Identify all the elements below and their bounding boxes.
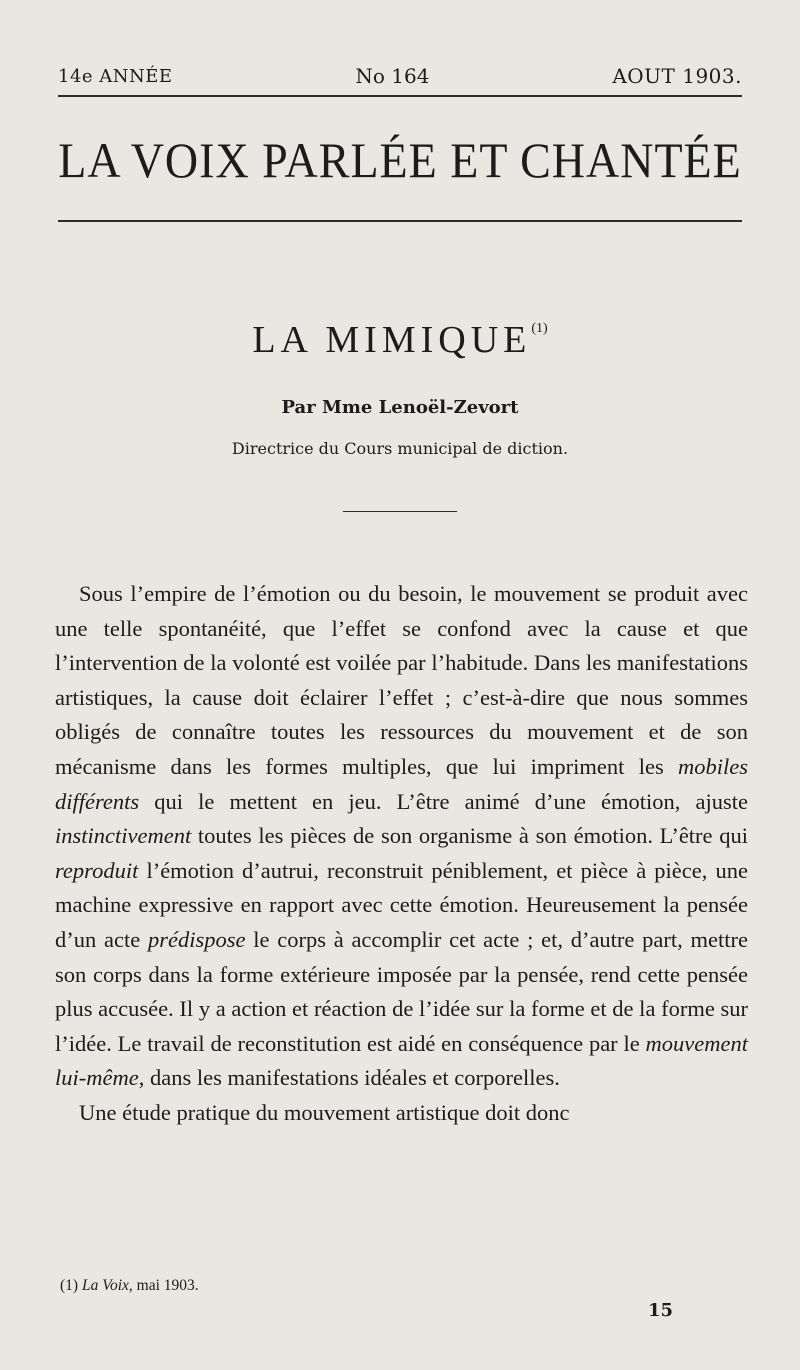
- author-byline: Par Mme Lenoël-Zevort: [281, 397, 519, 418]
- italic-run: mouvement lui-même: [55, 1030, 748, 1091]
- footnote: [60, 1277, 199, 1295]
- text-run: qui le mettent en jeu. L’être animé d’une émotion, ajuste: [139, 788, 748, 814]
- text-run: l’émotion d’autrui, reconstruit péniblement, et pièce à pièce, une machine expressive en rapport avec cette émotion. Heureusement la pensée d’un acte: [55, 857, 748, 952]
- title-rule: [58, 220, 742, 222]
- footnote-source: La Voix,: [81, 1277, 133, 1294]
- italic-run: instinctivement: [55, 823, 192, 849]
- paragraph: [55, 1096, 748, 1131]
- volume-year: 14e ANNÉE: [58, 65, 173, 87]
- text-run: toutes les pièces de son organisme à son émotion. L’être qui: [191, 823, 748, 849]
- header-rule: [58, 95, 742, 97]
- author-role: Directrice du Cours municipal de diction.: [231, 439, 569, 458]
- italic-run: mobiles différents: [55, 753, 748, 814]
- footnote-date: mai 1903.: [132, 1277, 199, 1294]
- article-body: [55, 577, 748, 1131]
- text-run: Une étude pratique du mouvement artistique doit donc: [79, 1099, 570, 1125]
- article-title-text: LA MIMIQUE: [252, 319, 532, 361]
- issue-date: AOUT 1903.: [612, 64, 742, 88]
- footnote-mark: (1): [60, 1277, 79, 1294]
- italic-run: prédispose: [147, 926, 246, 952]
- footnote-reference: (1): [531, 321, 548, 336]
- paragraph: [55, 577, 748, 1096]
- italic-run: reproduit: [55, 857, 139, 883]
- article-title: [0, 318, 800, 362]
- text-run: , dans les manifestations idéales et corporelles.: [138, 1065, 560, 1091]
- text-run: le corps à accomplir cet acte ; et, d’autre part, mettre son corps dans la forme extérieure imposée par la pensée, rend cette pensée plus accusée. Il y a action et réaction de l’idée sur la forme et de la forme sur l’idée. Le travail de reconstitution est aidé en conséquence par le: [55, 926, 748, 1056]
- journal-title: LA VOIX PARLÉE ET CHANTÉE: [58, 132, 742, 189]
- running-header: [58, 60, 742, 92]
- section-divider: [343, 511, 457, 512]
- page-number: 15: [648, 1300, 674, 1321]
- issue-number: No 164: [355, 64, 430, 88]
- text-run: Sous l’empire de l’émotion ou du besoin, le mouvement se produit avec une telle spontanéité, que l’effet se confond avec la cause et que l’intervention de la volonté est voilée par l’habitude. Dans les manifestations artistiques, la cause doit éclairer l’effet ; c’est-à-dire que nous sommes obligés de connaître toutes les ressources du mouvement et de son mécanisme dans les formes multiples, que lui impriment les: [55, 581, 748, 779]
